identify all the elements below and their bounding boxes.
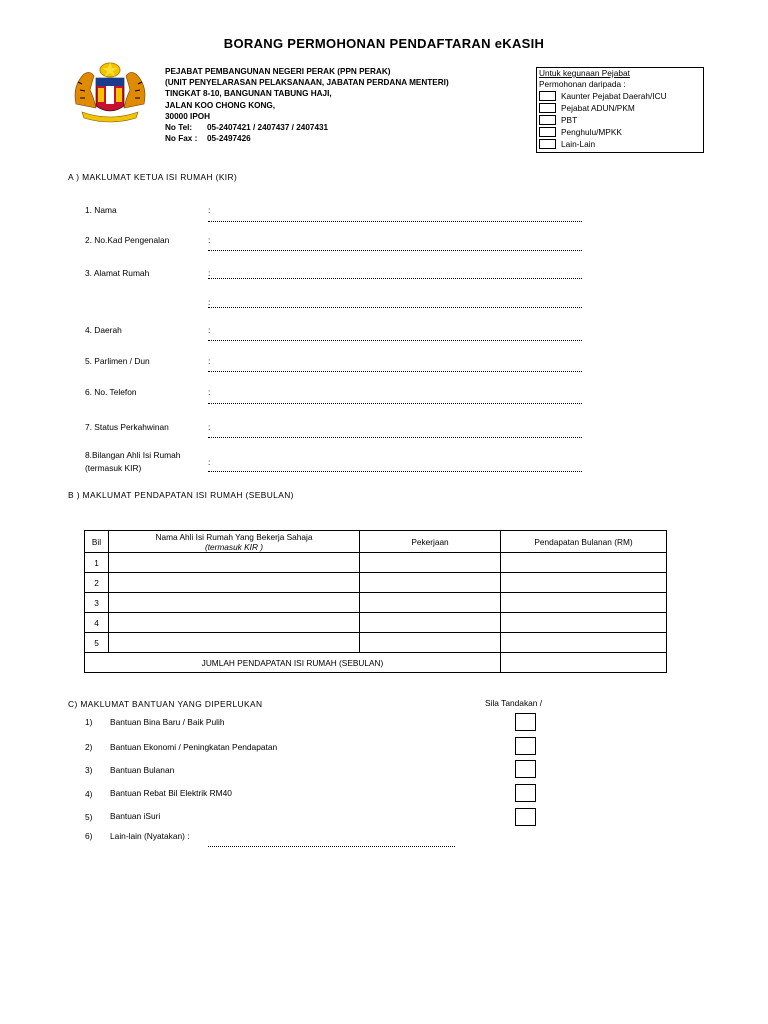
- name-cell[interactable]: [109, 593, 360, 613]
- table-total-row: [85, 653, 667, 673]
- table-row: [85, 613, 667, 633]
- name-cell[interactable]: [109, 553, 360, 573]
- telefon-input-line[interactable]: [208, 403, 582, 404]
- aid-label: Bantuan Bulanan: [110, 765, 175, 775]
- colon: :: [208, 268, 211, 278]
- aid-number: 4): [85, 789, 93, 799]
- row-number: 5: [85, 633, 109, 653]
- income-cell[interactable]: [501, 633, 667, 653]
- name-cell[interactable]: [109, 633, 360, 653]
- table-header-row: [85, 531, 667, 553]
- alamat-input-line-2[interactable]: [208, 307, 582, 308]
- header-bil: Bil: [85, 531, 109, 553]
- job-cell[interactable]: [360, 553, 501, 573]
- address-line: 30000 IPOH: [165, 111, 211, 121]
- option-checkbox[interactable]: [539, 139, 556, 149]
- fax-value: 05-2497426: [207, 134, 251, 144]
- address-line: (UNIT PENYELARASAN PELAKSANAAN, JABATAN PERDANA MENTERI): [165, 78, 449, 88]
- field-label-telefon: 6. No. Telefon: [85, 387, 137, 397]
- table-row: [85, 633, 667, 653]
- office-address: [165, 66, 449, 144]
- fax-label: No Fax :: [165, 134, 198, 144]
- colon: :: [208, 325, 211, 335]
- header-job: Pekerjaan: [360, 531, 501, 553]
- field-label-bilangan-note: (termasuk KIR): [85, 463, 142, 473]
- aid-number: 3): [85, 765, 93, 775]
- table-row: [85, 593, 667, 613]
- row-number: 1: [85, 553, 109, 573]
- colon: :: [208, 356, 211, 366]
- option-checkbox[interactable]: [539, 115, 556, 125]
- aid-label: Bantuan Bina Baru / Baik Pulih: [110, 717, 225, 727]
- option-label: Lain-Lain: [561, 139, 596, 149]
- field-label-daerah: 4. Daerah: [85, 325, 122, 335]
- section-b-title: B ) MAKLUMAT PENDAPATAN ISI RUMAH (SEBULAN): [68, 490, 294, 500]
- address-line: TINGKAT 8-10, BANGUNAN TABUNG HAJI,: [165, 89, 332, 99]
- bilangan-input-line[interactable]: [208, 471, 582, 472]
- colon: :: [208, 235, 211, 245]
- daerah-input-line[interactable]: [208, 340, 582, 341]
- parlimen-input-line[interactable]: [208, 371, 582, 372]
- income-cell[interactable]: [501, 593, 667, 613]
- option-checkbox[interactable]: [539, 127, 556, 137]
- colon: :: [208, 457, 211, 467]
- header-name-line1: Nama Ahli Isi Rumah Yang Bekerja Sahaja: [155, 531, 313, 542]
- aid-number: 2): [85, 742, 93, 752]
- row-number: 2: [85, 573, 109, 593]
- option-label: PBT: [561, 115, 578, 125]
- tel-label: No Tel:: [165, 123, 193, 133]
- row-number: 4: [85, 613, 109, 633]
- section-c-title: C) MAKLUMAT BANTUAN YANG DIPERLUKAN: [68, 699, 263, 709]
- job-cell[interactable]: [360, 613, 501, 633]
- ic-input-line[interactable]: [208, 250, 582, 251]
- tick-instruction: Sila Tandakan /: [485, 698, 543, 708]
- job-cell[interactable]: [360, 633, 501, 653]
- fax-line: [165, 133, 449, 144]
- address-line: PEJABAT PEMBANGUNAN NEGERI PERAK (PPN PERAK): [165, 67, 391, 76]
- total-label: JUMLAH PENDAPATAN ISI RUMAH (SEBULAN): [85, 653, 501, 673]
- field-label-alamat: 3. Alamat Rumah: [85, 268, 150, 278]
- table-row: [85, 573, 667, 593]
- income-cell[interactable]: [501, 573, 667, 593]
- option-label: Penghulu/MPKK: [561, 127, 622, 137]
- aid-label: Bantuan iSuri: [110, 811, 161, 821]
- aid-checkbox[interactable]: [515, 760, 536, 778]
- colon: :: [208, 205, 211, 215]
- office-use-box: [536, 67, 704, 153]
- aid-checkbox[interactable]: [515, 784, 536, 802]
- header-name-line2: (termasuk KIR ): [204, 541, 264, 552]
- field-label-bilangan: 8.Bilangan Ahli Isi Rumah: [85, 450, 181, 460]
- aid-label: Bantuan Ekonomi / Peningkatan Pendapatan: [110, 742, 278, 752]
- colon: :: [208, 297, 211, 307]
- status-input-line[interactable]: [208, 437, 582, 438]
- income-table: [84, 530, 667, 673]
- colon: :: [208, 387, 211, 397]
- row-number: 3: [85, 593, 109, 613]
- aid-number: 5): [85, 812, 93, 822]
- field-label-status: 7. Status Perkahwinan: [85, 422, 169, 432]
- other-aid-input-line[interactable]: [208, 846, 455, 847]
- header-income: Pendapatan Bulanan (RM): [501, 531, 667, 553]
- colon: :: [208, 422, 211, 432]
- total-income-cell[interactable]: [501, 653, 667, 673]
- header-name: [109, 531, 360, 553]
- field-label-nama: 1. Nama: [85, 205, 117, 215]
- option-checkbox[interactable]: [539, 91, 556, 101]
- aid-checkbox[interactable]: [515, 713, 536, 731]
- field-label-ic: 2. No.Kad Pengenalan: [85, 235, 170, 245]
- aid-label: Bantuan Rebat Bil Elektrik RM40: [110, 788, 232, 798]
- job-cell[interactable]: [360, 593, 501, 613]
- alamat-input-line-1[interactable]: [208, 278, 582, 279]
- nama-input-line[interactable]: [208, 221, 582, 222]
- telephone-line: [165, 122, 449, 133]
- aid-number: 1): [85, 717, 93, 727]
- option-label: Pejabat ADUN/PKM: [561, 103, 635, 113]
- office-use-subtitle: Permohonan daripada :: [539, 79, 626, 89]
- tel-value: 05-2407421 / 2407437 / 2407431: [207, 123, 329, 133]
- aid-checkbox[interactable]: [515, 737, 536, 755]
- option-label: Kaunter Pejabat Daerah/ICU: [561, 91, 667, 101]
- income-cell[interactable]: [501, 613, 667, 633]
- section-a-title: A ) MAKLUMAT KETUA ISI RUMAH (KIR): [68, 172, 238, 182]
- table-row: [85, 553, 667, 573]
- aid-checkbox[interactable]: [515, 808, 536, 826]
- field-label-parlimen: 5. Parlimen / Dun: [85, 356, 150, 366]
- form-title: BORANG PERMOHONAN PENDAFTARAN eKASIH: [223, 36, 545, 51]
- aid-number: 6): [85, 831, 93, 841]
- office-use-title: Untuk kegunaan Pejabat: [539, 68, 630, 78]
- aid-label: Lain-lain (Nyatakan) :: [110, 831, 190, 841]
- name-cell[interactable]: [109, 573, 360, 593]
- name-cell[interactable]: [109, 613, 360, 633]
- address-line: JALAN KOO CHONG KONG,: [165, 100, 276, 110]
- coat-of-arms-logo: [68, 60, 152, 124]
- income-cell[interactable]: [501, 553, 667, 573]
- option-checkbox[interactable]: [539, 103, 556, 113]
- job-cell[interactable]: [360, 573, 501, 593]
